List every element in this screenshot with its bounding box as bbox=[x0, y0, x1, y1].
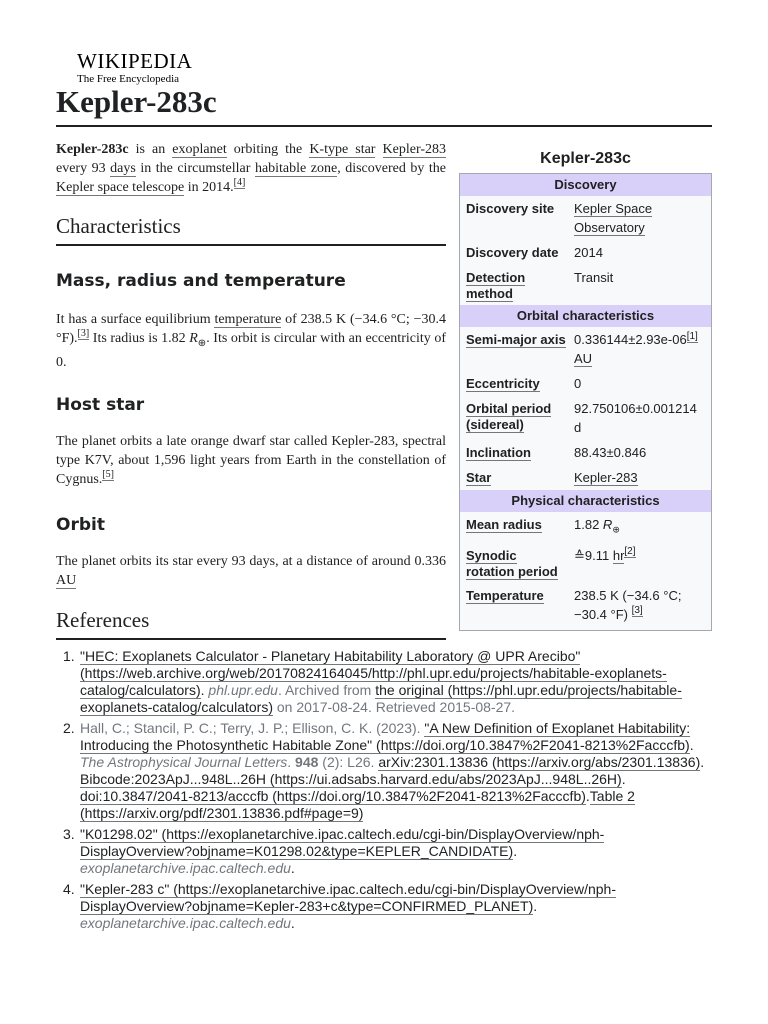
reference-text: . bbox=[200, 682, 209, 698]
reference-authors: Hall, C.; Stancil, P. C.; Terry, J. P.; Ellison, C. K. (2023). bbox=[80, 720, 425, 736]
intro-text: , discovered by the bbox=[337, 161, 446, 176]
mass-text: of 238.5 K (−34.6 °C; −30.4 °F). bbox=[56, 312, 446, 346]
earth-radius-symbol: R bbox=[602, 517, 613, 532]
mass-text: Its radius is 1.82 bbox=[89, 331, 190, 346]
link-orbital-period[interactable]: Orbital period (sidereal) bbox=[466, 401, 552, 432]
reference-text: . bbox=[585, 788, 590, 804]
earth-symbol: ⊕ bbox=[612, 524, 620, 535]
host-star-paragraph bbox=[56, 432, 446, 489]
infobox-value: 238.5 K (−34.6 °C; −30.4 °F) bbox=[574, 587, 682, 622]
earth-radius-symbol: R bbox=[189, 331, 198, 346]
reference-text: (2): L26. bbox=[318, 754, 379, 770]
heading-host-star: Host star bbox=[56, 395, 145, 415]
intro-text: every 93 bbox=[56, 161, 111, 176]
reference-text: . bbox=[533, 898, 538, 914]
citation-2[interactable]: [2] bbox=[624, 546, 636, 558]
reference-text: . bbox=[700, 754, 705, 770]
link-temperature[interactable]: temperature bbox=[214, 312, 282, 327]
wikipedia-tagline: The Free Encyclopedia bbox=[77, 73, 180, 85]
reference-original-link[interactable]: the original (https://phl.upr.edu/projects/habitable-exoplanets-catalog/calculators) bbox=[80, 682, 682, 715]
heading-mass-radius-temperature: Mass, radius and temperature bbox=[56, 271, 346, 291]
infobox-row-eccentricity bbox=[460, 371, 711, 396]
link-inclination[interactable]: Inclination bbox=[466, 445, 531, 460]
intro-text: in 2014. bbox=[184, 180, 234, 195]
reference-number: 1. bbox=[63, 648, 75, 664]
host-text: The planet orbits a late orange dwarf star called Kepler-283, spectral type K7V, about 1,596 light years from Earth in the constellation of Cygnus. bbox=[56, 434, 446, 487]
link-habitable-zone[interactable]: habitable zone bbox=[254, 161, 338, 176]
reference-site: exoplanetarchive.ipac.caltech.edu bbox=[80, 915, 291, 931]
infobox-section-discovery: Discovery bbox=[460, 174, 711, 196]
reference-text: . bbox=[290, 860, 295, 876]
intro-text bbox=[375, 142, 382, 157]
reference-text: . bbox=[689, 737, 694, 753]
link-synodic-rotation-period[interactable]: Synodic rotation period bbox=[466, 547, 558, 579]
reference-text: on 2017-08-24. Retrieved 2015-08-27. bbox=[273, 699, 516, 715]
reference-link[interactable]: "A New Definition of Exoplanet Habitability: Introducing the Photosynthetic Habitable Zone" (https://doi.org/10.3847%2F2041-8213%2Facccfb) bbox=[80, 720, 691, 753]
reference-text: . bbox=[621, 771, 626, 787]
reference-item bbox=[63, 720, 712, 822]
reference-doi-link[interactable]: doi:10.3847/2041-8213/acccfb (https://doi.org/10.3847%2F2041-8213%2Facccfb) bbox=[80, 788, 586, 804]
reference-link[interactable]: "K01298.02" (https://exoplanetarchive.ipac.caltech.edu/cgi-bin/DisplayOverview/nph-DisplayOverview?objname=K01298.02&type=KEPLER_CANDIDATE) bbox=[80, 826, 605, 859]
infobox-value: 2014 bbox=[574, 245, 603, 260]
heading-orbit: Orbit bbox=[56, 515, 105, 535]
infobox-row-star bbox=[460, 465, 711, 490]
mass-paragraph bbox=[56, 310, 446, 372]
reference-volume: 948 bbox=[295, 754, 319, 770]
citation-3[interactable]: [3] bbox=[77, 328, 90, 340]
link-kepler-283-star[interactable]: Kepler-283 bbox=[574, 470, 638, 485]
infobox-table bbox=[459, 173, 712, 631]
orbit-text: The planet orbits its star every 93 days, at a distance of around 0.336 bbox=[56, 554, 446, 569]
citation-4[interactable]: [4] bbox=[233, 177, 246, 189]
link-kepler-space-observatory[interactable]: Kepler Space Observatory bbox=[574, 201, 653, 235]
mass-text: . Its orbit is circular with an eccentricity of 0. bbox=[56, 331, 446, 370]
infobox-row-temperature bbox=[460, 583, 711, 630]
infobox-row-detection-method bbox=[460, 265, 711, 305]
reference-bibcode-link[interactable]: Bibcode:2023ApJ...948L..26H (https://ui.adsabs.harvard.edu/abs/2023ApJ...948L..26H) bbox=[80, 771, 622, 787]
infobox-row-discovery-site bbox=[460, 196, 711, 240]
heading-characteristics: Characteristics bbox=[56, 212, 446, 246]
link-k-type-star[interactable]: K-type star bbox=[309, 142, 376, 157]
infobox-value: 0 bbox=[574, 376, 582, 391]
reference-item bbox=[63, 826, 712, 877]
link-exoplanet[interactable]: exoplanet bbox=[172, 142, 227, 157]
infobox-value: 1.82 bbox=[574, 517, 603, 532]
link-hour[interactable]: hr bbox=[612, 547, 625, 563]
reference-arxiv-link[interactable]: arXiv:2301.13836 (https://arxiv.org/abs/2301.13836) bbox=[378, 754, 701, 770]
infobox-row-rotation-period bbox=[460, 543, 711, 583]
reference-number: 2. bbox=[63, 720, 75, 736]
reference-link[interactable]: "HEC: Exoplanets Calculator - Planetary Habitability Laboratory @ UPR Arecibo" (https://web.archive.org/web/20170824164045/http://phl.upr.edu/projects/habitable-exoplanets-catalog/calculators) bbox=[80, 648, 667, 698]
infobox-row-discovery-date bbox=[460, 240, 711, 265]
intro-text: orbiting the bbox=[226, 142, 310, 157]
infobox-value: 92.750106±0.001214 d bbox=[574, 401, 697, 435]
infobox-value: 88.43±0.846 bbox=[574, 445, 647, 460]
reference-table-link[interactable]: Table 2 (https://arxiv.org/pdf/2301.13836.pdf#page=9) bbox=[80, 788, 635, 821]
citation-5[interactable]: [5] bbox=[102, 469, 114, 481]
infobox-value: ≙9.11 bbox=[574, 547, 613, 563]
infobox-label: Discovery site bbox=[466, 201, 555, 216]
infobox-row-semi-major-axis bbox=[460, 327, 711, 371]
infobox-value: Transit bbox=[574, 270, 614, 285]
reference-text: . bbox=[290, 915, 295, 931]
orbit-paragraph bbox=[56, 552, 446, 590]
mass-text: It has a surface equilibrium bbox=[56, 312, 215, 327]
reference-text: . bbox=[513, 843, 518, 859]
infobox-row-mean-radius bbox=[460, 512, 711, 543]
infobox-row-inclination bbox=[460, 440, 711, 465]
infobox-value: 0.336144±2.93e-06 bbox=[574, 332, 687, 347]
reference-item bbox=[63, 881, 712, 932]
infobox-row-orbital-period bbox=[460, 396, 711, 440]
citation-3[interactable]: [3] bbox=[631, 605, 643, 617]
reference-site: exoplanetarchive.ipac.caltech.edu bbox=[80, 860, 291, 876]
reference-number: 3. bbox=[63, 826, 75, 842]
reference-journal: The Astrophysical Journal Letters bbox=[80, 754, 288, 770]
link-semi-major-axis[interactable]: Semi-major axis bbox=[466, 332, 566, 347]
page-title: Kepler-283c bbox=[56, 83, 712, 127]
references-list bbox=[63, 648, 712, 936]
intro-paragraph bbox=[56, 140, 446, 197]
intro-bold-title: Kepler-283c bbox=[56, 142, 129, 157]
link-detection-method[interactable]: Detection method bbox=[466, 270, 526, 301]
infobox-title: Kepler-283c bbox=[540, 150, 631, 167]
link-eccentricity[interactable]: Eccentricity bbox=[466, 376, 540, 391]
infobox bbox=[459, 146, 712, 631]
heading-references: References bbox=[56, 606, 446, 640]
citation-1[interactable]: [1] bbox=[686, 330, 698, 342]
intro-text: in the circumstellar bbox=[135, 161, 255, 176]
link-kepler-space-telescope[interactable]: Kepler space telescope bbox=[56, 180, 185, 195]
link-kepler-283[interactable]: Kepler-283 bbox=[382, 142, 447, 157]
link-temperature-label[interactable]: Temperature bbox=[466, 587, 544, 603]
link-star[interactable]: Star bbox=[466, 470, 492, 485]
reference-link[interactable]: "Kepler-283 c" (https://exoplanetarchive.ipac.caltech.edu/cgi-bin/DisplayOverview/nph-DisplayOverview?objname=Kepler-283+c&type=CONFIRMED_PLANET) bbox=[80, 881, 616, 914]
infobox-section-physical: Physical characteristics bbox=[460, 490, 711, 512]
link-days[interactable]: days bbox=[110, 161, 136, 176]
link-au[interactable]: AU bbox=[56, 573, 77, 588]
wikipedia-wordmark: WIKIPEDIA bbox=[77, 49, 193, 73]
infobox-section-orbital: Orbital characteristics bbox=[460, 305, 711, 327]
link-mean-radius[interactable]: Mean radius bbox=[466, 517, 542, 532]
reference-text: . bbox=[287, 754, 296, 770]
reference-site: phl.upr.edu bbox=[208, 682, 278, 698]
link-au-unit[interactable]: AU bbox=[574, 351, 593, 366]
reference-number: 4. bbox=[63, 881, 75, 897]
reference-item bbox=[63, 648, 712, 716]
earth-symbol: ⊕ bbox=[197, 337, 207, 349]
reference-text: . Archived from bbox=[277, 682, 376, 698]
infobox-label: Discovery date bbox=[466, 245, 559, 260]
wikipedia-logo[interactable] bbox=[77, 50, 192, 85]
intro-text: is an bbox=[128, 142, 173, 157]
